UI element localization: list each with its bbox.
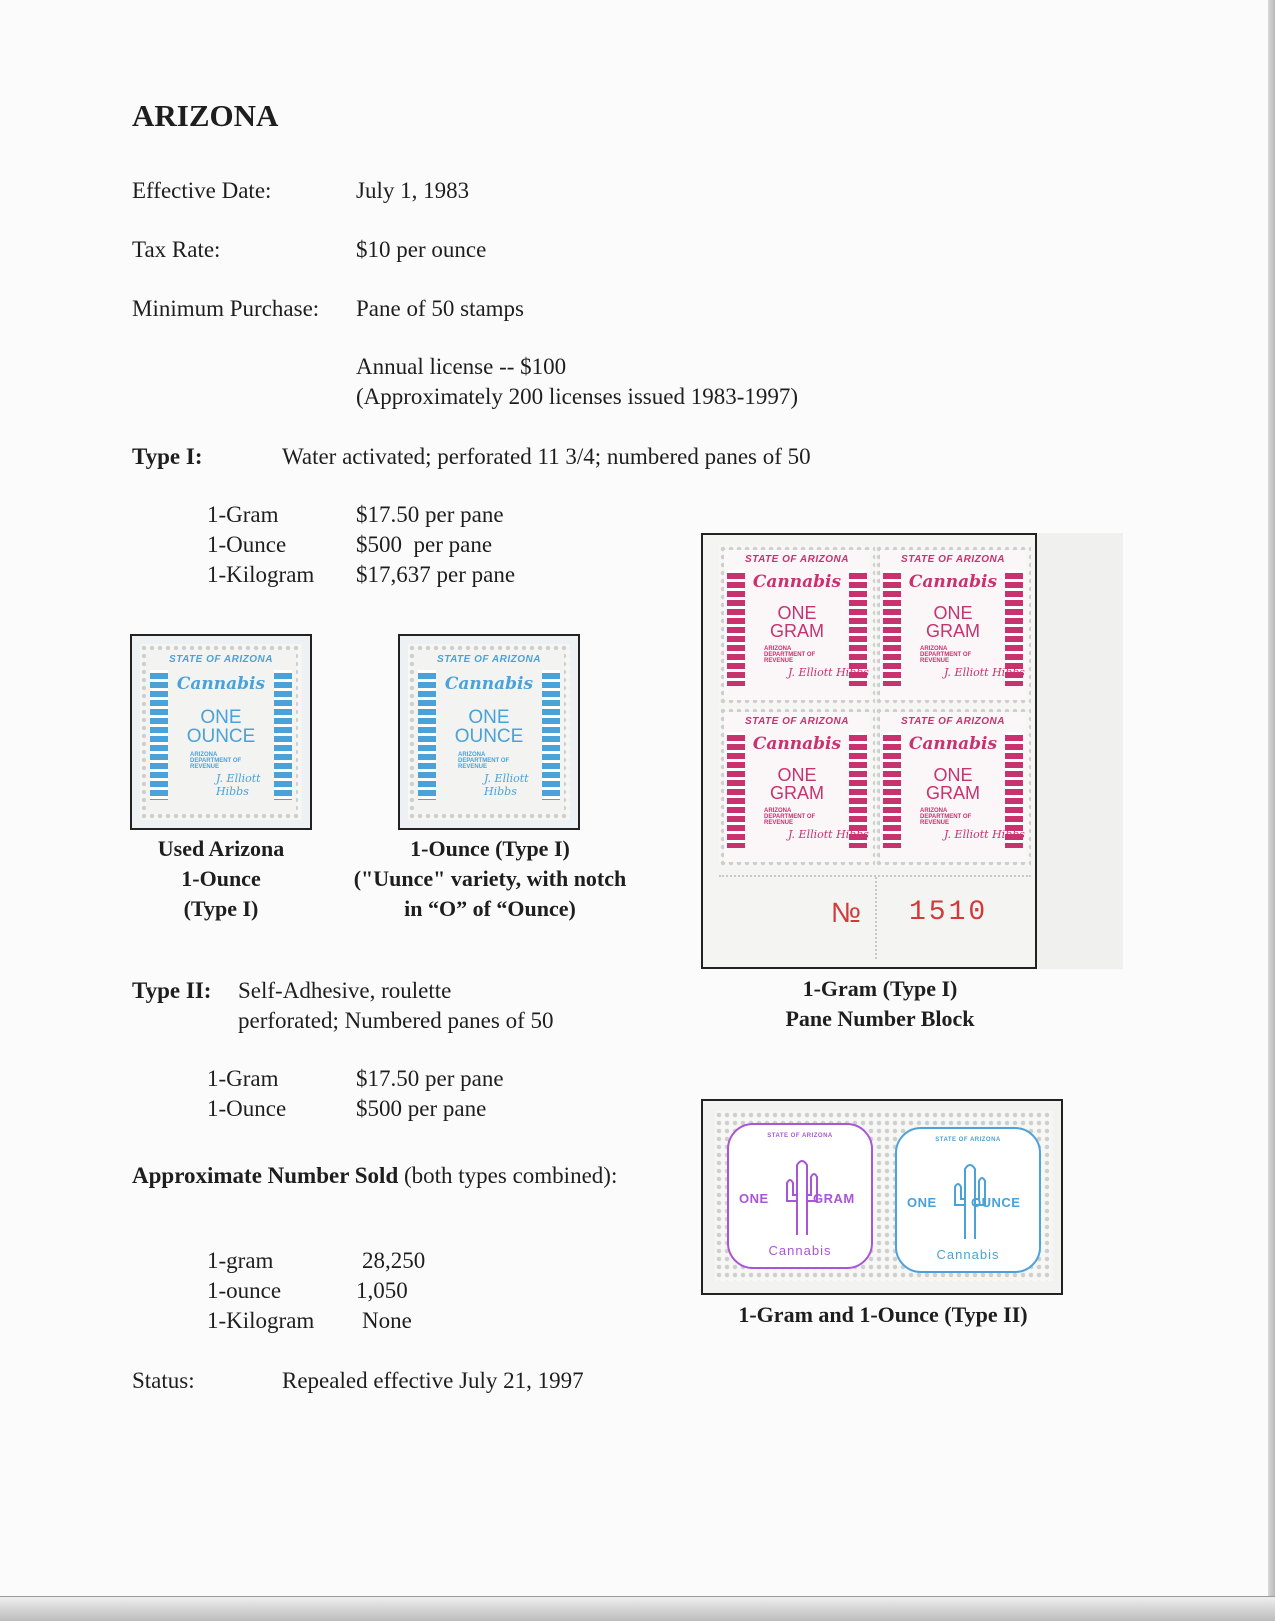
stamp-one-text: ONE: [468, 707, 510, 728]
stamp-signature: J. Elliott Hibbs: [216, 772, 261, 798]
minimum-purchase-value: Pane of 50 stamps: [356, 296, 525, 321]
stamp-signature: J. Elliott Hibbs: [944, 666, 1025, 679]
stamp-one-text: ONE: [933, 603, 973, 623]
stamp-signature: J. Elliott Hibbs: [788, 828, 869, 841]
gram-stamp: [875, 707, 1031, 867]
status-label: Status:: [132, 1368, 195, 1393]
stamp-dept-logo: ARIZONA DEPARTMENT OF REVENUE: [190, 752, 242, 770]
type1-row-name: 1-Ounce: [207, 532, 287, 557]
sold-row-value: None: [362, 1308, 412, 1333]
effective-date-value: July 1, 1983: [356, 178, 470, 203]
type2-row-name: 1-Ounce: [207, 1096, 287, 1121]
used-ounce-caption: Used Arizona 1-Ounce (Type I): [157, 836, 285, 921]
sold-note: (both types combined):: [398, 1163, 618, 1188]
stamp-ounce-text: OUNCE: [454, 726, 524, 747]
stamp-signature: J. Elliott Hibbs: [788, 666, 869, 679]
stamp-cannabis-text: Cannabis: [444, 674, 534, 694]
sold-label: Approximate Number Sold: [132, 1163, 399, 1188]
pane-number: 1510: [909, 897, 989, 928]
stamp-dept-logo: ARIZONA DEPARTMENT OF REVENUE: [764, 646, 816, 664]
type2-ounce-stamp: [883, 1111, 1053, 1281]
stamp-signature: J. Elliott Hibbs: [944, 828, 1025, 841]
stamp-dept-logo: ARIZONA DEPARTMENT OF REVENUE: [764, 808, 816, 826]
pane-number-selvage: [719, 875, 1031, 959]
type2-row-price: $500 per pane: [356, 1096, 487, 1121]
status-value: Repealed effective July 21, 1997: [282, 1368, 584, 1393]
type1-row-price: $500 per pane: [356, 532, 493, 557]
sold-row-value: 28,250: [362, 1248, 426, 1273]
type2-stamps-mount: [701, 1099, 1063, 1295]
gram-block-caption: 1-Gram (Type I) Pane Number Block: [785, 976, 975, 1031]
tax-rate-value: $10 per ounce: [356, 237, 487, 262]
stamp-ounce-text: OUNCE: [186, 726, 256, 747]
type1-label: Type I:: [132, 444, 203, 469]
stamp-cannabis-text: Cannabis: [936, 1247, 1000, 1262]
stamp-one-text: ONE: [933, 765, 973, 785]
ounce-stamp: [408, 644, 570, 820]
type1-description: Water activated; perforated 11 3/4; numbered panes of 50: [282, 444, 811, 469]
stamp-signature: J. Elliott Hibbs: [484, 772, 529, 798]
stamp-cannabis-text: Cannabis: [908, 572, 998, 592]
type2-description-line-2: perforated; Numbered panes of 50: [238, 1008, 554, 1033]
page-title: ARIZONA: [132, 98, 279, 133]
sold-row-name: 1-ounce: [207, 1278, 282, 1303]
type2-row-name: 1-Gram: [207, 1066, 279, 1091]
sold-row-name: 1-gram: [207, 1248, 274, 1273]
stamp-state-text: STATE OF ARIZONA: [437, 654, 541, 665]
stamp-gram-text: GRAM: [926, 783, 980, 803]
sheet-protector-edge: [0, 1596, 1275, 1621]
effective-date-label: Effective Date:: [132, 178, 272, 203]
stamp-state-text: STATE OF ARIZONA: [767, 1133, 833, 1139]
used-ounce-stamp-mount: [130, 634, 312, 830]
number-sign: №: [831, 897, 862, 928]
gram-stamp: [875, 545, 1031, 705]
stamp-state-text: STATE OF ARIZONA: [901, 716, 1005, 727]
gram-stamp: [719, 707, 875, 867]
stamp-gram-text: GRAM: [770, 783, 824, 803]
stamp-state-text: STATE OF ARIZONA: [935, 1137, 1001, 1143]
stamp-gram-text: GRAM: [770, 621, 824, 641]
sold-row-name: 1-Kilogram: [207, 1308, 315, 1333]
type1-row-name: 1-Gram: [207, 502, 279, 527]
type2-description-line-1: Self-Adhesive, roulette: [238, 978, 452, 1003]
stamp-gram-text: GRAM: [926, 621, 980, 641]
stamp-dept-logo: ARIZONA DEPARTMENT OF REVENUE: [920, 808, 972, 826]
stamp-ounce-text: OUNCE: [971, 1195, 1021, 1210]
stamp-state-text: STATE OF ARIZONA: [745, 716, 849, 727]
page-edge: [1268, 0, 1275, 1620]
gram-block-mount: [701, 533, 1037, 969]
type2-gram-stamp: [715, 1111, 885, 1281]
type2-label: Type II:: [132, 978, 212, 1003]
stamp-dept-logo: ARIZONA DEPARTMENT OF REVENUE: [458, 752, 510, 770]
stamp-state-text: STATE OF ARIZONA: [169, 654, 273, 665]
stamp-cannabis-text: Cannabis: [908, 734, 998, 754]
gram-stamp: [719, 545, 875, 705]
stamp-one-text: ONE: [200, 707, 242, 728]
stamp-state-text: STATE OF ARIZONA: [901, 554, 1005, 565]
type1-row-name: 1-Kilogram: [207, 562, 315, 587]
type2-row-price: $17.50 per pane: [356, 1066, 504, 1091]
stamp-one-text: ONE: [777, 603, 817, 623]
stamp-dept-logo: ARIZONA DEPARTMENT OF REVENUE: [920, 646, 972, 664]
tax-rate-label: Tax Rate:: [132, 237, 221, 262]
sold-heading: [132, 1161, 617, 1191]
ounce-stamp: [140, 644, 302, 820]
stamp-one-text: ONE: [739, 1191, 769, 1206]
minimum-purchase-label: Minimum Purchase:: [132, 296, 320, 321]
type1-row-price: $17.50 per pane: [356, 502, 504, 527]
stamp-gram-text: GRAM: [813, 1191, 855, 1206]
sold-row-value: 1,050: [356, 1278, 408, 1303]
stamp-cannabis-text: Cannabis: [176, 674, 266, 694]
stamp-state-text: STATE OF ARIZONA: [745, 554, 849, 565]
uunce-stamp-mount: [398, 634, 580, 830]
stamp-cannabis-text: Cannabis: [752, 572, 842, 592]
uunce-caption: 1-Ounce (Type I) ("Uunce" variety, with notch in “O” of “Ounce): [353, 836, 627, 921]
stamp-one-text: ONE: [907, 1195, 937, 1210]
stamp-cannabis-text: Cannabis: [752, 734, 842, 754]
type2-pair-caption: 1-Gram and 1-Ounce (Type II): [738, 1302, 1028, 1327]
stamp-one-text: ONE: [777, 765, 817, 785]
type1-row-price: $17,637 per pane: [356, 562, 516, 587]
license-line-1: Annual license -- $100: [356, 354, 567, 379]
stamp-cannabis-text: Cannabis: [768, 1243, 832, 1258]
perf-line: [875, 877, 877, 959]
license-line-2: (Approximately 200 licenses issued 1983-1997): [356, 384, 799, 409]
